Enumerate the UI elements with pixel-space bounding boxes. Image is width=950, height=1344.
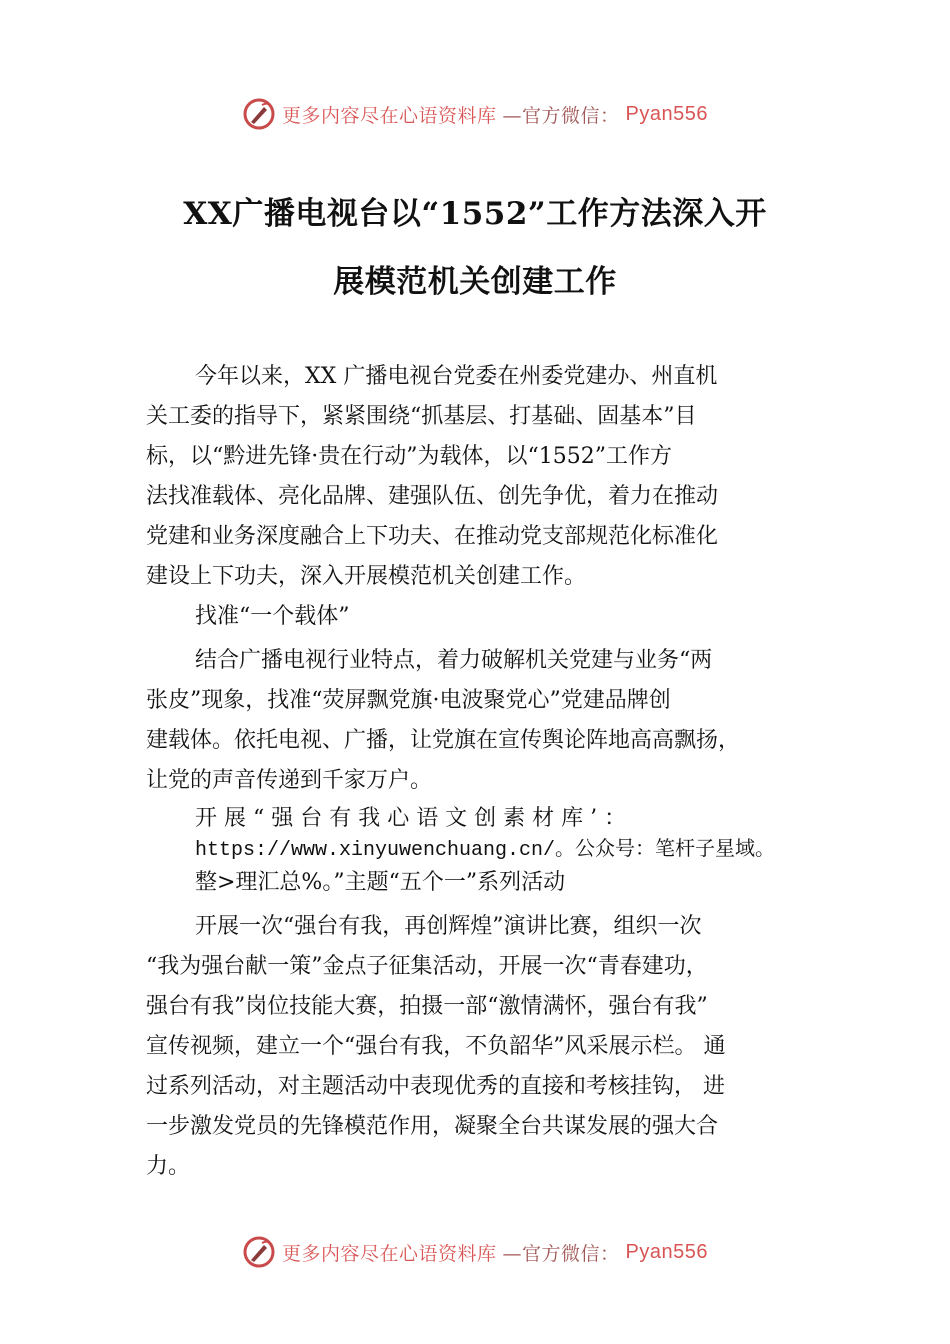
body-line: 党建和业务深度融合上下功夫、在推动党支部规范化标准化 bbox=[146, 524, 719, 549]
banner-wechat-label: —官方微信： bbox=[502, 1242, 620, 1265]
body-line: 开 展 “ 强 台 有 我 心 语 文 创 素 材 库 ’ ： bbox=[195, 806, 627, 831]
body-line: 关工委的指导下，紧紧围绕“抓基层、打基础、固基本”目 bbox=[146, 404, 697, 429]
document-title-line-2: 展模范机关创建工作 bbox=[333, 264, 617, 300]
body-line: 张皮”现象，找准“荧屏飘党旗·电波聚党心”党建品牌创 bbox=[146, 688, 671, 713]
body-line: 建载体。依托电视、广播，让党旗在宣传舆论阵地高高飘扬， bbox=[146, 728, 741, 753]
banner-wechat-id: Pyan556 bbox=[625, 102, 708, 125]
body-line: 今年以来，XX 广播电视台党委在州委党建办、州直机 bbox=[195, 364, 718, 389]
pen-logo-icon bbox=[242, 1235, 276, 1269]
body-line: 强台有我”岗位技能大赛，拍摄一部“激情满怀，强台有我” bbox=[146, 994, 708, 1019]
section-heading: 找准“一个载体” bbox=[195, 604, 350, 629]
banner-wechat-label: —官方微信： bbox=[502, 104, 620, 127]
body-line: 让党的声音传递到千家万户。 bbox=[146, 768, 433, 793]
body-line: 法找准载体、亮化品牌、建强队伍、创先争优，着力在推动 bbox=[146, 484, 719, 509]
header-banner bbox=[0, 94, 950, 134]
body-line: 过系列活动，对主题活动中表现优秀的直接和考核挂钩， 进 bbox=[146, 1074, 725, 1099]
body-line: 宣传视频，建立一个“强台有我，不负韶华”风采展示栏。 通 bbox=[146, 1034, 726, 1059]
body-line: 力。 bbox=[146, 1154, 191, 1179]
url-line: https://www.xinyuwenchuang.cn/。公众号：笔杆子星域。 bbox=[195, 839, 776, 862]
body-line: 一步激发党员的先锋模范作用，凝聚全台共谋发展的强大合 bbox=[146, 1114, 719, 1139]
footer-banner bbox=[0, 1232, 950, 1272]
body-line: 开展一次“强台有我，再创辉煌”演讲比赛，组织一次 bbox=[195, 914, 702, 939]
banner-wechat-id: Pyan556 bbox=[625, 1240, 708, 1263]
body-line: 建设上下功夫，深入开展模范机关创建工作。 bbox=[146, 564, 587, 589]
pen-logo-icon bbox=[242, 97, 276, 131]
body-line: “我为强台献一策”金点子征集活动，开展一次“青春建功， bbox=[146, 954, 708, 979]
body-line: 整>理汇总%。”主题“五个一”系列活动 bbox=[195, 870, 566, 895]
document-title-line-1: XX广播电视台以“1552”工作方法深入开 bbox=[183, 196, 767, 232]
banner-text: 更多内容尽在心语资料库 bbox=[282, 1242, 497, 1265]
body-line: 结合广播电视行业特点，着力破解机关党建与业务“两 bbox=[195, 648, 713, 673]
banner-text: 更多内容尽在心语资料库 bbox=[282, 104, 497, 127]
body-line: 标，以“黔进先锋·贵在行动”为载体，以“1552”工作方 bbox=[146, 444, 672, 469]
